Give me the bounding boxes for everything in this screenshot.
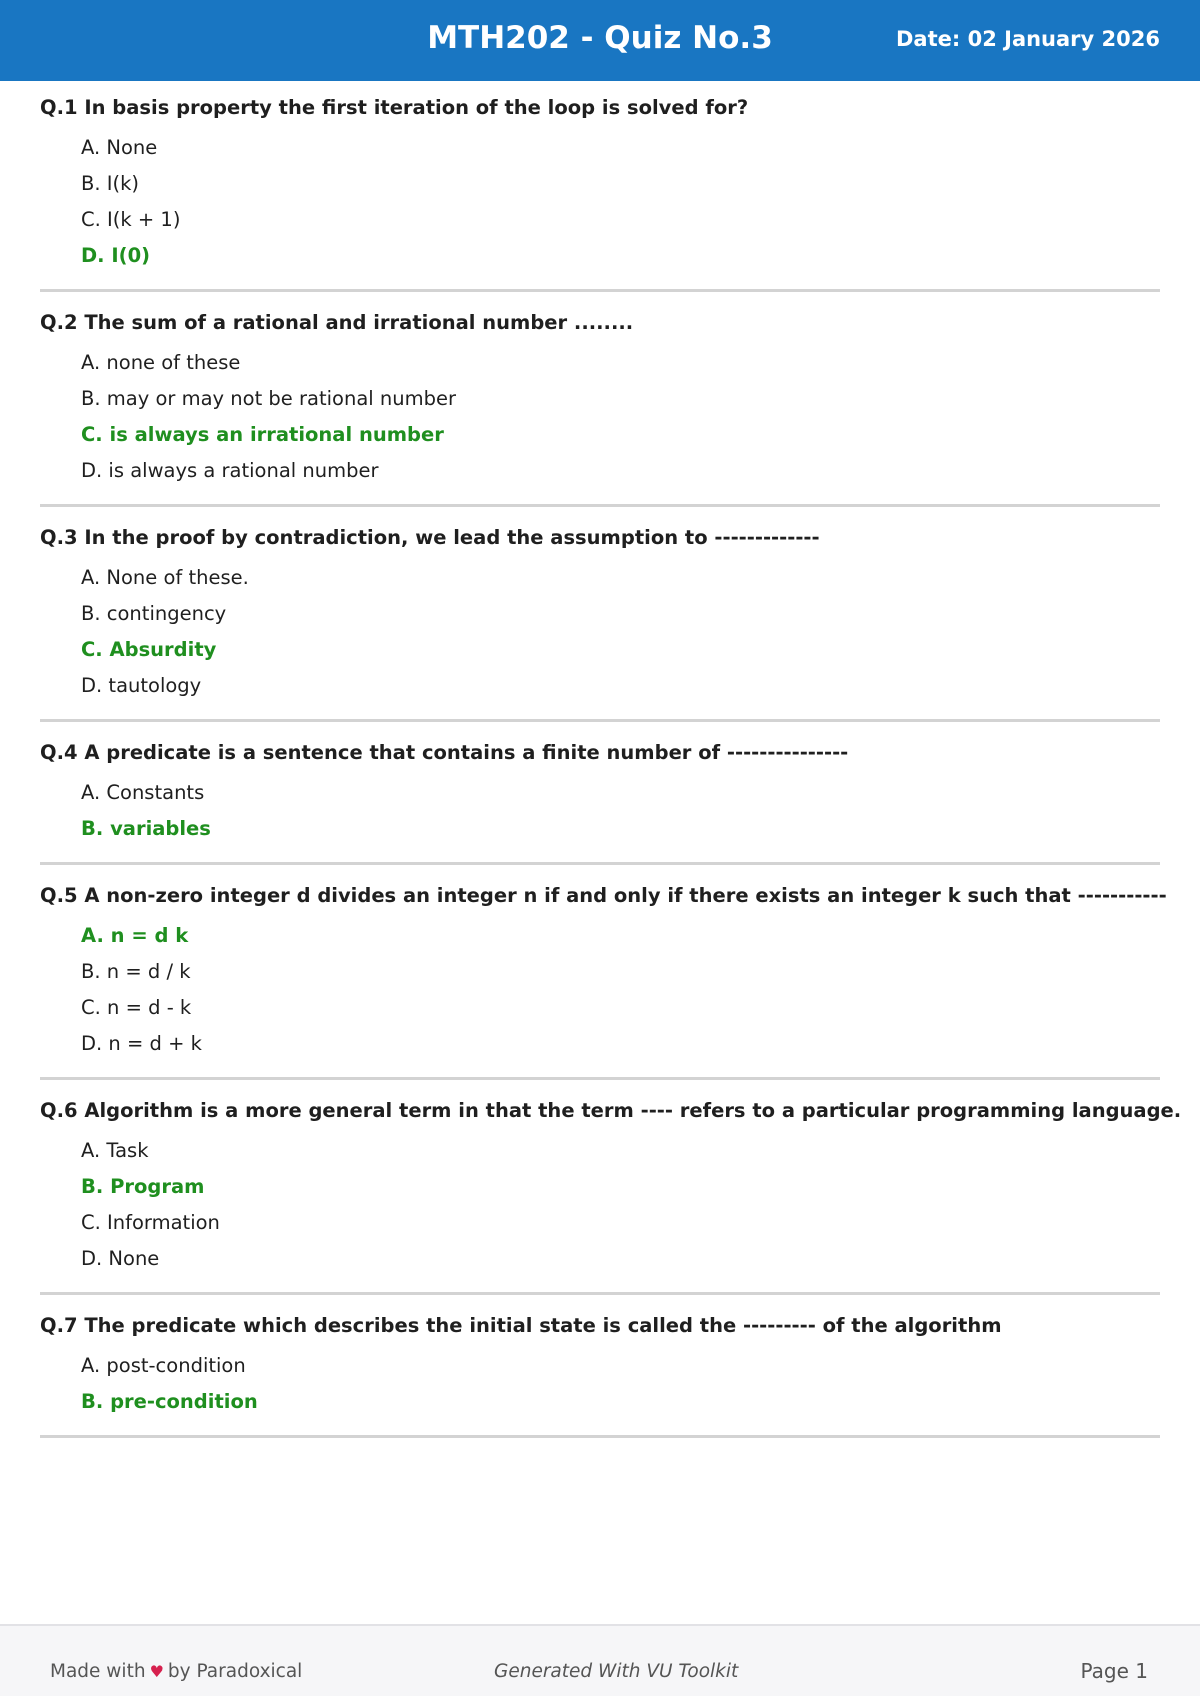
footer-credit [50,1659,302,1685]
answer-option [40,169,1160,205]
option-label: B. [81,1175,104,1198]
answer-option [40,205,1160,241]
option-label: B. [81,172,101,195]
answer-option [40,1244,1160,1280]
option-label: B. [81,960,101,983]
option-text: is always an irrational number [109,423,444,446]
option-label: B. [81,1390,104,1413]
option-label: A. [81,351,101,374]
option-label: B. [81,817,104,840]
question-number: Q.4 [40,741,78,764]
option-text: Absurdity [109,638,217,661]
page-number: Page 1 [1080,1659,1148,1683]
option-text: tautology [108,674,202,697]
answer-option [40,993,1160,1029]
answer-option [40,1351,1160,1387]
answer-option [40,384,1160,420]
answer-option [40,1029,1160,1065]
option-label: C. [81,996,101,1019]
question-body: The sum of a rational and irrational number ........ [84,311,634,334]
option-text: Program [110,1175,205,1198]
option-text: is always a rational number [108,459,379,482]
option-text: Task [106,1139,149,1162]
option-label: A. [81,136,101,159]
answer-option [40,599,1160,635]
question-number: Q.5 [40,884,78,907]
question-body: The predicate which describes the initial state is called the --------- of the algorithm [84,1314,1002,1337]
answer-option [40,778,1160,814]
question-body: In the proof by contradiction, we lead the assumption to ------------- [84,526,820,549]
option-text: pre-condition [110,1390,258,1413]
question-block [40,523,1160,722]
answer-option [40,348,1160,384]
question-list [40,93,1182,1454]
option-text: I(0) [111,244,151,267]
option-text: n = d / k [106,960,191,983]
question-block [40,93,1160,292]
author-text: by Paradoxical [167,1661,303,1682]
question-text [40,1311,1160,1341]
question-body: In basis property the first iteration of the loop is solved for? [84,96,749,119]
option-text: Information [107,1211,220,1234]
question-body: A predicate is a sentence that contains a finite number of --------------- [84,741,849,764]
option-label: A. [81,781,101,804]
question-number: Q.3 [40,526,78,549]
option-label: C. [81,638,103,661]
option-text: None [108,1247,160,1270]
correct-option [40,921,1160,957]
question-text [40,881,1167,911]
option-text: I(k) [106,172,140,195]
question-text [40,93,1160,123]
answer-option [40,563,1160,599]
option-text: I(k + 1) [107,208,181,231]
correct-option [40,635,1160,671]
option-label: D. [81,459,103,482]
question-number: Q.1 [40,96,78,119]
question-block [40,1311,1160,1438]
question-body: A non-zero integer d divides an integer n if and only if there exists an integer k such that ----------- [84,884,1167,907]
page-header [0,0,1200,81]
correct-option [40,814,1160,850]
option-text: variables [110,817,211,840]
page-title: MTH202 - Quiz No.3 [427,20,773,56]
option-label: A. [81,566,101,589]
option-label: A. [81,924,104,947]
option-label: A. [81,1139,101,1162]
option-text: n = d k [110,924,189,947]
answer-option [40,671,1160,707]
answer-option [40,1208,1160,1244]
question-text [40,1096,1182,1126]
correct-option [40,1172,1160,1208]
question-block [40,308,1160,507]
option-label: D. [81,1032,103,1055]
answer-option [40,456,1160,492]
question-number: Q.2 [40,311,78,334]
option-text: None [106,136,158,159]
option-label: D. [81,1247,103,1270]
question-number: Q.7 [40,1314,78,1337]
generated-with-text: Generated With VU Toolkit [494,1661,739,1682]
question-block [40,1096,1182,1295]
question-text [40,523,1160,553]
made-with-text: Made with [50,1661,146,1682]
option-text: n = d - k [107,996,192,1019]
option-label: A. [81,1354,101,1377]
option-text: may or may not be rational number [106,387,456,410]
answer-option [40,1136,1160,1172]
heart-icon: ♥ [149,1662,164,1681]
question-body: Algorithm is a more general term in that the term ---- refers to a particular programming language. [84,1099,1182,1122]
question-text [40,308,1160,338]
option-label: C. [81,423,103,446]
option-label: C. [81,1211,101,1234]
option-text: Constants [106,781,205,804]
answer-option [40,133,1160,169]
question-block [40,738,1160,865]
option-label: D. [81,674,103,697]
option-text: None of these. [106,566,249,589]
option-text: none of these [106,351,241,374]
correct-option [40,1387,1160,1423]
option-text: post-condition [106,1354,246,1377]
correct-option [40,420,1160,456]
option-label: C. [81,208,101,231]
question-text [40,738,1160,768]
question-number: Q.6 [40,1099,78,1122]
option-label: B. [81,602,101,625]
option-label: B. [81,387,101,410]
answer-option [40,957,1160,993]
correct-option [40,241,1160,277]
option-text: contingency [106,602,227,625]
question-block [40,881,1167,1080]
quiz-date: Date: 02 January 2026 [896,27,1160,51]
option-text: n = d + k [108,1032,202,1055]
page-footer [0,1624,1200,1696]
option-label: D. [81,244,105,267]
